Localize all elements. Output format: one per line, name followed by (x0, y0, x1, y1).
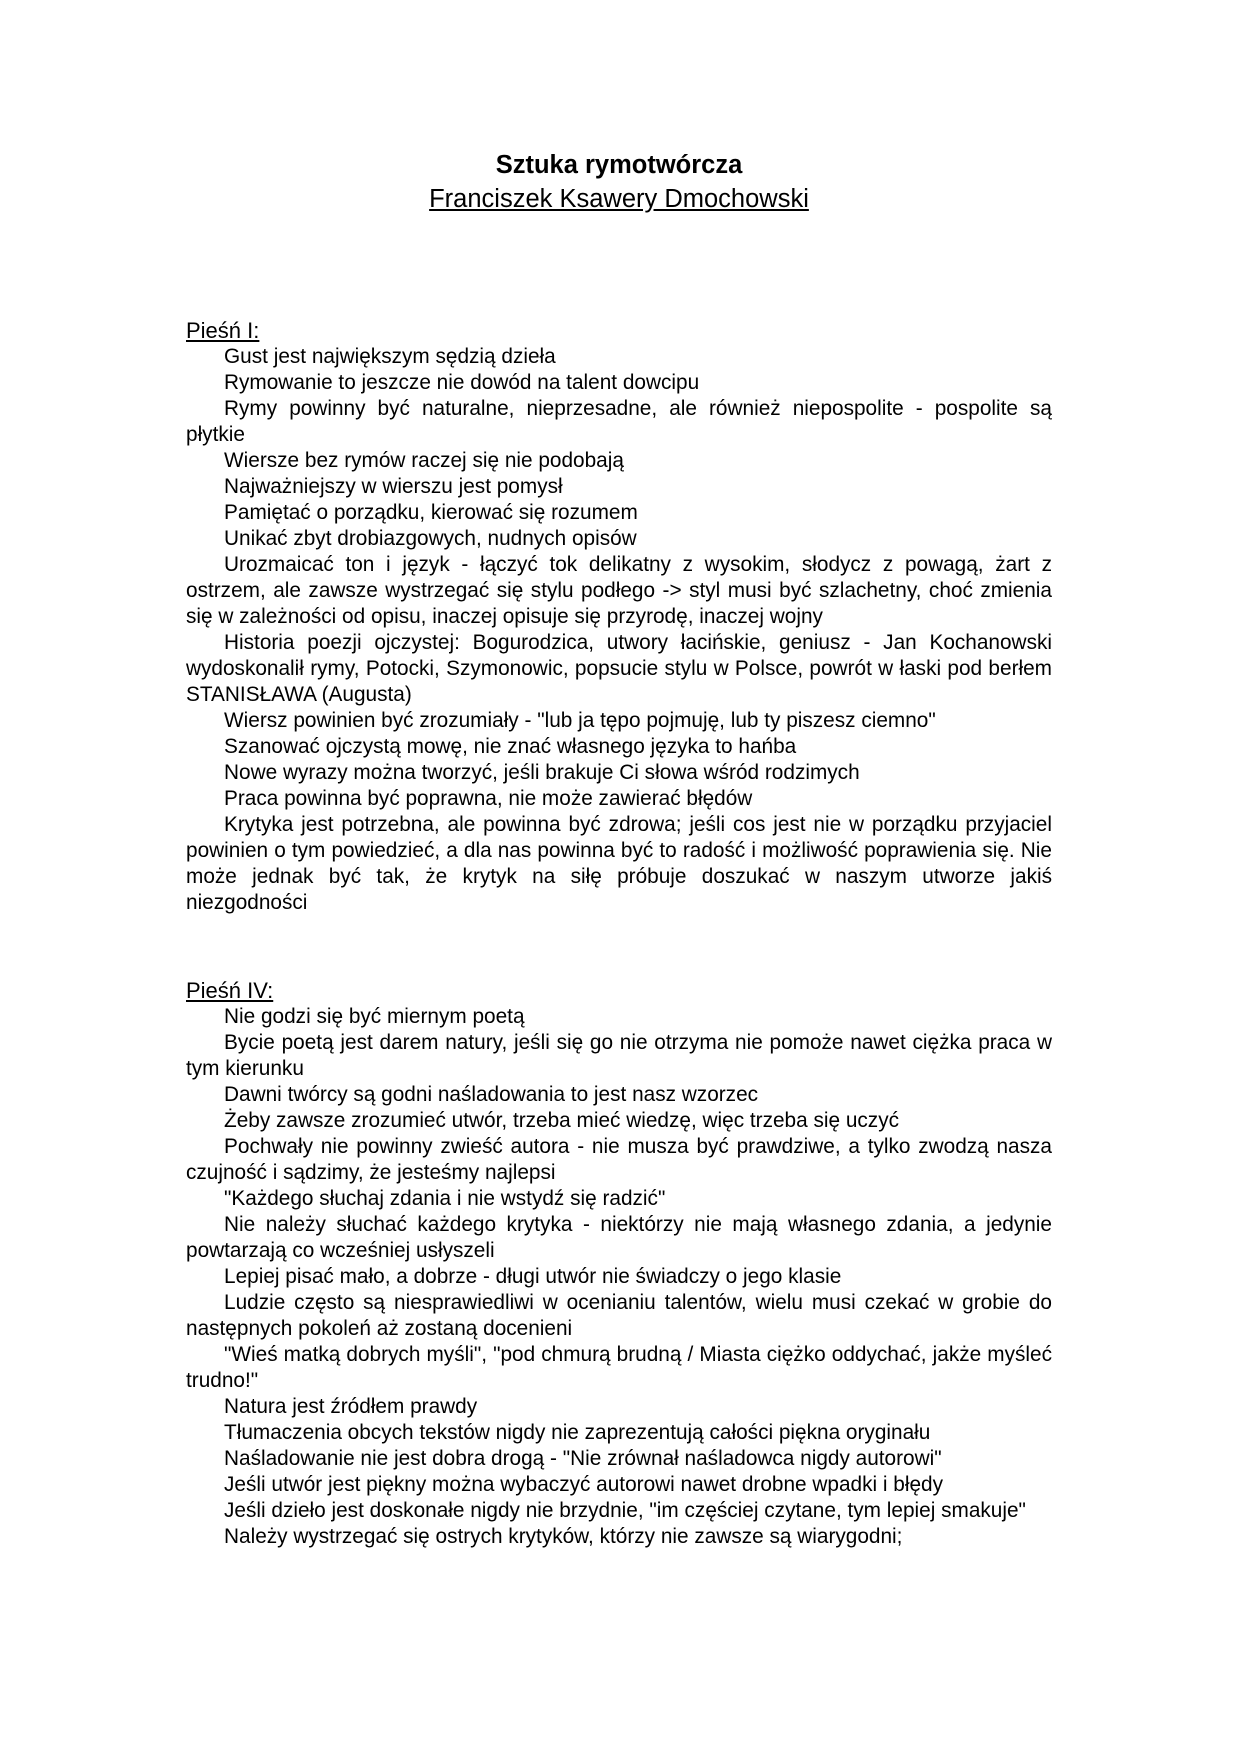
paragraph: Rymy powinny być naturalne, nieprzesadne, ale również niepospolite - pospolite są płytkie (186, 397, 1052, 446)
paragraph: Natura jest źródłem prawdy (224, 1395, 478, 1418)
paragraph: Nowe wyrazy można tworzyć, jeśli brakuje Ci słowa wśród rodzimych (224, 761, 860, 784)
section-heading: Pieśń IV: (186, 978, 274, 1003)
paragraph: Pochwały nie powinny zwieść autora - nie musza być prawdziwe, a tylko zwodzą nasza czujność i sądzimy, że jesteśmy najlepsi (186, 1135, 1052, 1184)
section-piesn-4 (186, 978, 1052, 1550)
paragraph: Pamiętać o porządku, kierować się rozumem (224, 501, 638, 524)
document-page (186, 148, 1052, 1548)
paragraph: Wiersz powinien być zrozumiały - "lub ja tępo pojmuję, lub ty piszesz ciemno" (224, 709, 936, 732)
paragraph: "Każdego słuchaj zdania i nie wstydź się radzić" (224, 1187, 666, 1210)
paragraph: Nie należy słuchać każdego krytyka - niektórzy nie mają własnego zdania, a jedynie powtarzają co wcześniej usłyszeli (186, 1213, 1052, 1262)
paragraph: Tłumaczenia obcych tekstów nigdy nie zaprezentują całości piękna oryginału (224, 1421, 931, 1444)
paragraph: Żeby zawsze zrozumieć utwór, trzeba mieć wiedzę, więc trzeba się uczyć (224, 1109, 899, 1132)
document-author: Franciszek Ksawery Dmochowski (429, 185, 809, 213)
paragraph: Gust jest największym sędzią dzieła (224, 345, 556, 368)
section-heading: Pieśń I: (186, 318, 260, 343)
paragraph: Najważniejszy w wierszu jest pomysł (224, 475, 563, 498)
document-header (186, 148, 1052, 216)
paragraph: Należy wystrzegać się ostrych krytyków, którzy nie zawsze są wiarygodni; (224, 1525, 903, 1548)
paragraph: Historia poezji ojczystej: Bogurodzica, utwory łacińskie, geniusz - Jan Kochanowski wydoskonalił rymy, Potocki, Szymonowic, popsucie stylu w Polsce, powrót w łaski pod berłem STANISŁAWA (Augusta) (186, 631, 1052, 706)
paragraph: Szanować ojczystą mowę, nie znać własnego języka to hańba (224, 735, 797, 758)
paragraph: Wiersze bez rymów raczej się nie podobają (224, 449, 624, 472)
document-title: Sztuka rymotwórcza (495, 151, 743, 179)
paragraph: Nie godzi się być miernym poetą (224, 1005, 525, 1028)
paragraph: "Wieś matką dobrych myśli", "pod chmurą brudną / Miasta ciężko oddychać, jakże myśleć trudno!" (186, 1343, 1052, 1392)
paragraph: Urozmaicać ton i język - łączyć tok delikatny z wysokim, słodycz z powagą, żart z ostrzem, ale zawsze wystrzegać się stylu podłego -> styl musi być szlachetny, choć zmienia się w zależności od opisu, inaczej opisuje się przyrodę, inaczej wojny (186, 553, 1052, 628)
paragraph: Jeśli dzieło jest doskonałe nigdy nie brzydnie, "im częściej czytane, tym lepiej smakuje" (224, 1499, 1026, 1522)
paragraph: Dawni twórcy są godni naśladowania to jest nasz wzorzec (224, 1083, 759, 1106)
paragraph: Jeśli utwór jest piękny można wybaczyć autorowi nawet drobne wpadki i błędy (224, 1473, 943, 1496)
paragraph: Bycie poetą jest darem natury, jeśli się go nie otrzyma nie pomoże nawet ciężka praca w tym kierunku (186, 1031, 1052, 1080)
paragraph: Krytyka jest potrzebna, ale powinna być zdrowa; jeśli cos jest nie w porządku przyjaciel powinien o tym powiedzieć, a dla nas powinna być to radość i możliwość poprawienia się. Nie może jednak być tak, że krytyk na siłę próbuje doszukać w naszym utworze jakiś niezgodności (186, 813, 1052, 914)
paragraph: Naśladowanie nie jest dobra drogą - "Nie zrównał naśladowca nigdy autorowi" (224, 1447, 942, 1470)
paragraph: Praca powinna być poprawna, nie może zawierać błędów (224, 787, 753, 810)
paragraph: Rymowanie to jeszcze nie dowód na talent dowcipu (224, 371, 700, 394)
paragraph: Ludzie często są niesprawiedliwi w ocenianiu talentów, wielu musi czekać w grobie do następnych pokoleń aż zostaną docenieni (186, 1291, 1052, 1340)
section-piesn-1 (186, 318, 1052, 916)
paragraph: Unikać zbyt drobiazgowych, nudnych opisów (224, 527, 637, 550)
paragraph: Lepiej pisać mało, a dobrze - długi utwór nie świadczy o jego klasie (224, 1265, 842, 1288)
